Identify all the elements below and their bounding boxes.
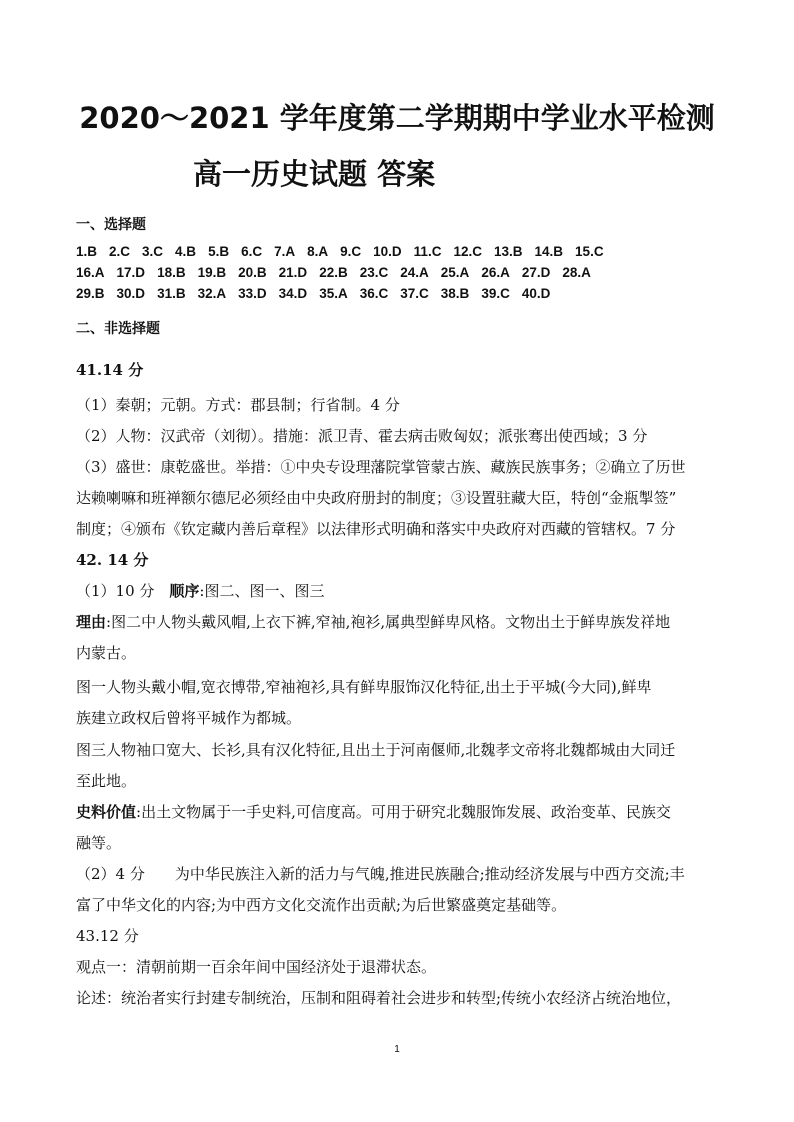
q43-heading: 43.12 分 [76, 927, 139, 945]
answer-item: 36.C [359, 286, 389, 301]
answer-item: 4.B [175, 244, 197, 259]
q42-line-9: 融等。 [76, 834, 122, 852]
q41-heading: 41.14 分 [76, 361, 144, 379]
section-heading-nonchoice: 二、非选择题 [76, 321, 160, 337]
q43-line-1: 观点一：清朝前期一百余年间中国经济处于退滞状态。 [76, 958, 437, 976]
q42-line-3: 内蒙古。 [76, 644, 137, 662]
answer-item: 38.B [440, 286, 470, 301]
answer-item: 28.A [562, 265, 591, 280]
q42-reason-text: :图二中人物头戴风帽,上衣下裤,窄袖,袍衫,属典型鲜卑风格。文物出土于鲜卑族发祥地 [106, 613, 671, 631]
q42-heading: 42. 14 分 [76, 551, 149, 569]
q42-line-2 [76, 611, 726, 632]
q42-reason-label: 理由 [76, 613, 107, 631]
answer-item: 40.D [521, 286, 551, 301]
answer-item: 35.A [319, 286, 348, 301]
q42-line-4: 图一人物头戴小帽,宽衣博带,窄袖袍衫,具有鲜卑服饰汉化特征,出土于平城(今大同),鲜卑 [76, 678, 652, 696]
answer-item: 26.A [481, 265, 510, 280]
answer-item: 34.D [278, 286, 308, 301]
answer-item: 31.B [157, 286, 186, 301]
answer-item: 27.D [521, 265, 551, 280]
q42-line-6: 图三人物袖口宽大、长衫,具有汉化特征,且出土于河南偃师,北魏孝文帝将北魏都城由大同迁 [76, 741, 676, 759]
answer-item: 37.C [400, 286, 429, 301]
answer-item: 12.C [453, 244, 482, 259]
answer-item: 24.A [400, 265, 429, 280]
answer-item: 11.C [413, 244, 442, 259]
page-subtitle: 高一历史试题 答案 [193, 157, 436, 191]
answer-item: 14.B [534, 244, 564, 259]
page-title: 2020～2021 学年度第二学期期中学业水平检测 [79, 101, 715, 135]
answer-item: 29.B [76, 286, 105, 301]
answer-item: 16.A [76, 265, 105, 280]
answer-item: 6.C [241, 244, 263, 259]
answer-item: 33.D [238, 286, 267, 301]
q41-line-5: 制度；④颁布《钦定藏内善后章程》以法律形式明确和落实中央政府对西藏的管辖权。7 分 [76, 520, 676, 538]
q41-line-3: （3）盛世：康乾盛世。举措：①中央专设理藩院掌管蒙古族、藏族民族事务；②确立了历世 [76, 458, 686, 476]
answer-item: 3.C [142, 244, 164, 259]
answer-row-2 [76, 265, 603, 280]
answer-row-3 [76, 286, 562, 301]
answer-item: 25.A [440, 265, 470, 280]
q42-line-8 [76, 801, 726, 822]
q42-line-10: （2）4 分 为中华民族注入新的活力与气魄,推进民族融合;推动经济发展与中西方交流;丰 [76, 865, 685, 883]
answer-item: 19.B [197, 265, 227, 280]
answer-item: 23.C [359, 265, 389, 280]
answer-item: 9.C [340, 244, 362, 259]
q42-order-label: 顺序 [169, 582, 200, 600]
q42-value-text: :出土文物属于一手史料,可信度高。可用于研究北魏服饰发展、政治变革、民族交 [136, 803, 671, 821]
q42-order-text: :图二、图一、图三 [199, 582, 325, 600]
answer-item: 1.B [76, 244, 98, 259]
answer-item: 15.C [575, 244, 604, 259]
q42-line-11: 富了中华文化的内容;为中西方文化交流作出贡献;为后世繁盛奠定基础等。 [76, 896, 567, 914]
answer-item: 20.B [238, 265, 267, 280]
q41-line-1: （1）秦朝；元朝。方式：郡县制；行省制。4 分 [76, 396, 400, 414]
page-number: 1 [394, 1044, 400, 1055]
section-heading-choice: 一、选择题 [76, 217, 146, 233]
q41-line-2: （2）人物：汉武帝（刘彻）。措施：派卫青、霍去病击败匈奴；派张骞出使西域；3 分 [76, 427, 648, 445]
answer-item: 17.D [116, 265, 146, 280]
answer-item: 5.B [208, 244, 230, 259]
answer-item: 10.D [373, 244, 402, 259]
q42-line-5: 族建立政权后曾将平城作为都城。 [76, 709, 302, 727]
answer-item: 2.C [109, 244, 131, 259]
answer-item: 30.D [116, 286, 146, 301]
answer-row-1 [76, 244, 616, 259]
q41-line-4: 达赖喇嘛和班禅额尔德尼必须经由中央政府册封的制度；③设置驻藏大臣，特创“金瓶掣签” [76, 489, 677, 507]
answer-item: 8.A [307, 244, 329, 259]
answer-item: 39.C [481, 286, 510, 301]
answer-item: 32.A [197, 286, 227, 301]
q42-line-1 [76, 580, 726, 601]
answer-item: 7.A [274, 244, 296, 259]
q42-value-label: 史料价值 [76, 803, 137, 821]
q42-line-7: 至此地。 [76, 772, 137, 790]
answer-item: 18.B [157, 265, 186, 280]
answer-item: 21.D [278, 265, 308, 280]
answer-item: 13.B [493, 244, 523, 259]
q43-line-2: 论述：统治者实行封建专制统治，压制和阻碍着社会进步和转型;传统小农经济占统治地位， [76, 989, 682, 1007]
q42-part1-score: （1）10 分 [76, 582, 170, 600]
answer-item: 22.B [319, 265, 348, 280]
